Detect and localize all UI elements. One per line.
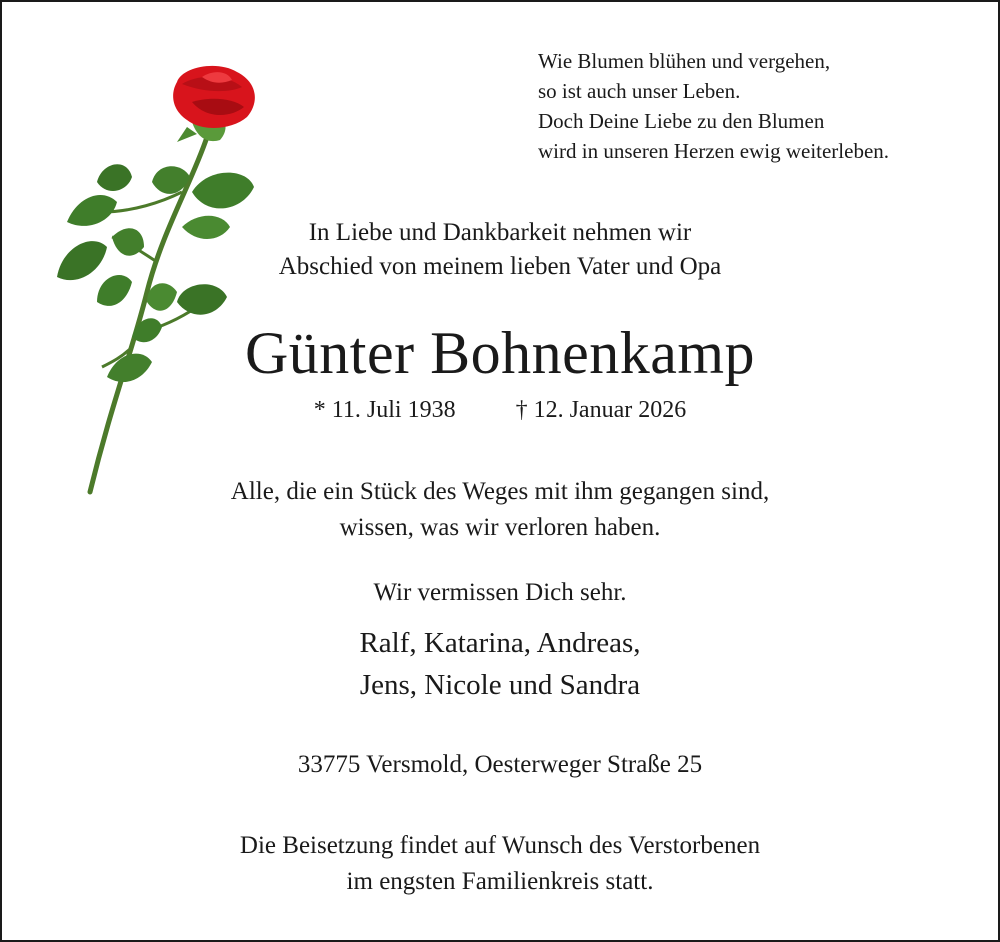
burial-line: im engsten Familienkreis statt. [346,868,654,895]
birth-date: * 11. Juli 1938 [313,397,456,423]
poem-line: Doch Deine Liebe zu den Blumen [538,109,825,133]
burial-notice [2,828,998,900]
poem [538,46,889,166]
miss-text: Wir vermissen Dich sehr. [373,579,627,606]
intro-text [2,216,998,284]
family-line: Ralf, Katarina, Andreas, [359,627,641,659]
poem-line: Wie Blumen blühen und vergehen, [538,49,831,73]
intro-line: In Liebe und Dankbarkeit nehmen wir [308,219,692,246]
quote-line: wissen, was wir verloren haben. [339,514,661,541]
life-dates [2,394,998,426]
death-date: † 12. Januar 2026 [515,397,687,423]
poem-line: wird in unseren Herzen ewig weiterleben. [538,139,890,163]
family-names [2,622,998,706]
quote-line: Alle, die ein Stück des Weges mit ihm gegangen sind, [230,478,770,505]
poem-line: so ist auch unser Leben. [538,79,741,103]
deceased-name: Günter Bohnenkamp [244,320,756,386]
intro-line: Abschied von meinem lieben Vater und Opa [278,253,722,280]
quote [2,474,998,546]
address: 33775 Versmold, Oesterweger Straße 25 [297,751,703,778]
burial-line: Die Beisetzung findet auf Wunsch des Verstorbenen [239,832,761,859]
family-line: Jens, Nicole und Sandra [359,669,641,701]
